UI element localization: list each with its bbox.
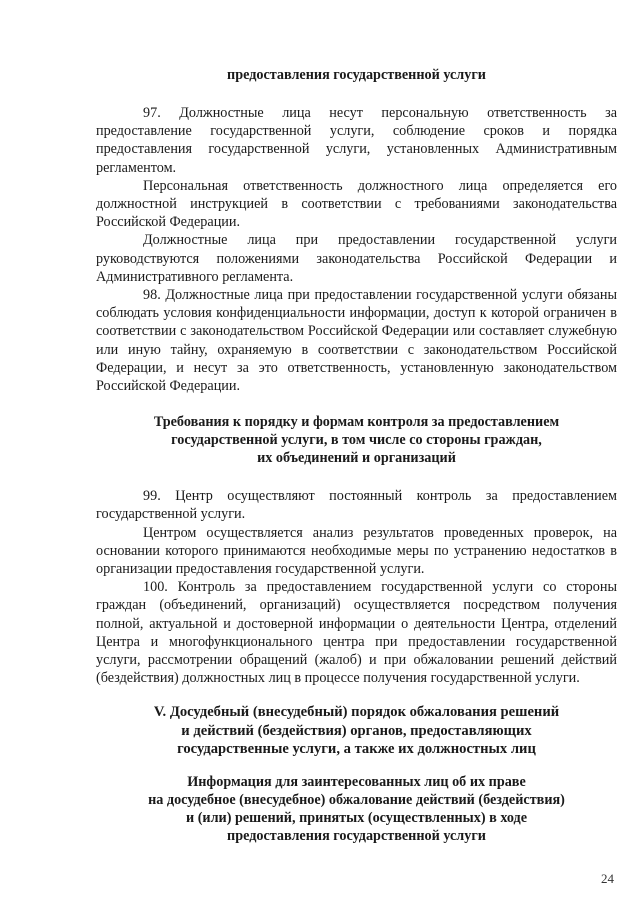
heading-line: и (или) решений, принятых (осуществленных) в ходе: [185, 809, 528, 826]
section-heading-appeal-info: [96, 773, 617, 845]
heading-line: Требования к порядку и формам контроля за предоставлением: [153, 414, 560, 431]
paragraph-99: 99. Центр осуществляют постоянный контроль за предоставлением государственной услуги.: [96, 488, 617, 523]
heading-line: Информация для заинтересованных лиц об их праве: [187, 773, 526, 790]
heading-line: на досудебное (внесудебное) обжалование действий (бездействия): [148, 791, 565, 808]
heading-line: V. Досудебный (внесудебный) порядок обжалования решений: [153, 704, 560, 721]
document-page: [96, 66, 617, 845]
section-heading-control-requirements: [96, 413, 617, 467]
paragraph-analysis: Центром осуществляется анализ результатов проведенных проверок, на основании которого принимаются необходимые меры по устранению недостатков в организации предоставления государственной услуги.: [96, 524, 617, 578]
paragraph-98: 98. Должностные лица при предоставлении государственной услуги обязаны соблюдать условия конфиденциальности информации, доступ к которой ограничен в соответствии с законодательством Российской Федерации или составляет служебную или иную тайну, охраняемую в соответствии с законодательством Российской Федерации, и несут за это ответственность, установленную законодательством Российской Федерации.: [96, 287, 617, 395]
heading-line: и действий (бездействия) органов, предоставляющих: [181, 722, 532, 739]
heading-line: государственные услуги, а также их должностных лиц: [177, 741, 536, 758]
paragraph-97: 97. Должностные лица несут персональную ответственность за предоставление государственной услуги, соблюдение сроков и порядка предоставления государственной услуги, установленных Административным регламентом.: [96, 105, 617, 176]
heading-line: государственной услуги, в том числе со стороны граждан,: [171, 432, 542, 449]
section-heading-v-appeal: [96, 703, 617, 759]
heading-line: их объединений и организаций: [257, 450, 456, 467]
paragraph-100: 100. Контроль за предоставлением государственной услуги со стороны граждан (объединений, организаций) осуществляется посредством получения полной, актуальной и достоверной информации о деятельности Центра, отделений Центра и многофункционального центра при предоставлении государственной услуги, рассмотрении обращений (жалоб) и при обжаловании решений действий (бездействия) должностных лиц в процессе получения государственной услуги.: [96, 579, 617, 687]
heading-line: предоставления государственной услуги: [227, 827, 486, 844]
paragraph-officials-guided: Должностные лица при предоставлении государственной услуги руководствуются положениями законодательства Российской Федерации и Административного регламента.: [96, 232, 617, 285]
paragraph-personal-responsibility: Персональная ответственность должностного лица определяется его должностной инструкцией в соответствии с требованиями законодательства Российской Федерации.: [96, 177, 617, 231]
section-heading-1: предоставления государственной услуги: [227, 67, 486, 83]
page-number: 24: [601, 871, 614, 886]
